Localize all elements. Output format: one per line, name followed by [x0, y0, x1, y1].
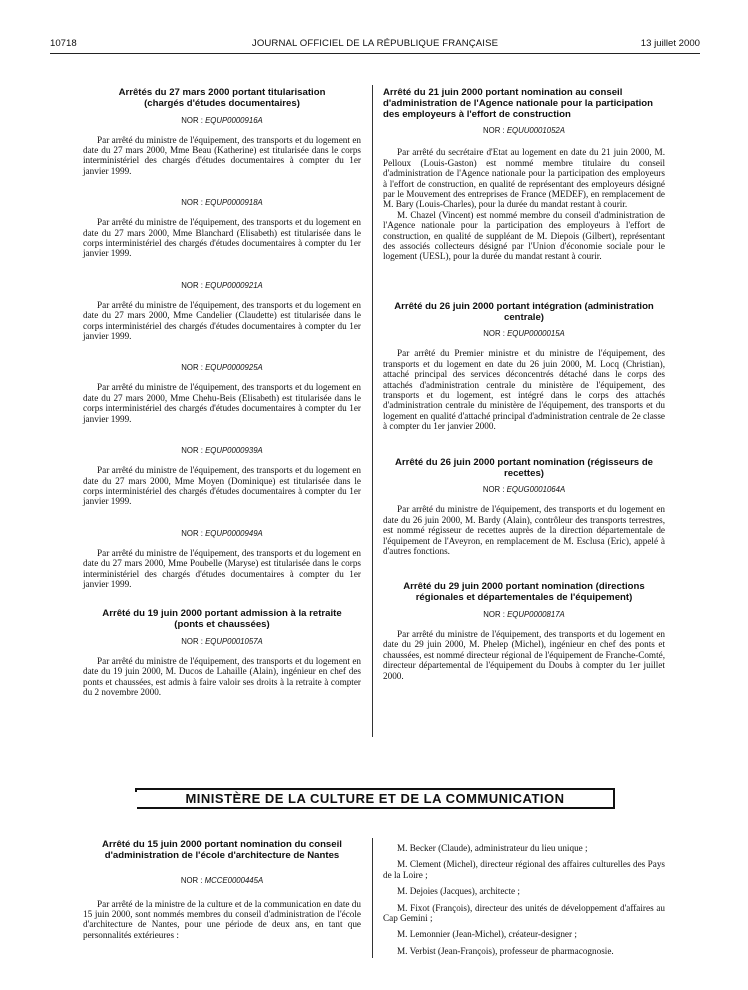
article-paragraph: Par arrêté du ministre de l'équipement, des transports et du logement en date du 27 mars 2000, Mme Blanchard (Elisabeth) est titularisée dans le corps interministériel des chargés d'études documentaires à compter du 1er janvier 1999. — [83, 217, 361, 259]
header-rule — [50, 53, 700, 54]
article-title: Arrêté du 21 juin 2000 portant nomination au conseil d'administration de l'Agence nationale pour la participation des employeurs à l'effort de construction — [383, 87, 654, 120]
article-paragraph: Par arrêté du ministre de l'équipement, des transports et du logement en date du 27 mars 2000, Mme Moyen (Dominique) est titularisée dans le corps interministériel des chargés d'études documentaires à compter du 1er janvier 1999. — [83, 465, 361, 507]
bottom-right-column — [383, 843, 665, 962]
article-paragraph: Par arrêté du ministre de l'équipement, des transports et du logement en date du 29 juin 2000, M. Phelep (Michel), ingénieur en chef des ponts et chaussées, est nommé directeur régional de l'équipement de Franche-Comté, directeur départemental de l'équipement du Doubs à compter du 1er juillet 2000. — [383, 628, 665, 681]
right-column — [383, 88, 665, 681]
article-title: Arrêté du 26 juin 2000 portant intégration (administration centrale) — [394, 300, 654, 323]
article-title: Arrêtés du 27 mars 2000 portant titularisation (chargés d'études documentaires) — [118, 87, 326, 109]
article-title: Arrêté du 15 juin 2000 portant nomination du conseil d'administration de l'école d'architecture de Nantes — [102, 839, 342, 861]
journal-title: JOURNAL OFFICIEL DE LA RÉPUBLIQUE FRANÇAISE — [251, 38, 499, 49]
article-paragraph: Par arrêté du ministre de l'équipement, des transports et du logement en date du 19 juin 2000, M. Ducos de Lahaille (Alain), ingénieur en chef des ponts et chaussées, est admis à faire valoir ses droits à la retraite à compter du 2 novembre 2000. — [83, 655, 361, 698]
article-title: Arrêté du 19 juin 2000 portant admission à la retraite (ponts et chaussées) — [102, 608, 342, 631]
nor-reference: NOR : EQUU0001052A — [483, 126, 565, 136]
member-item: M. Lemonnier (Jean-Michel), créateur-designer ; — [397, 929, 577, 940]
article-paragraph: Par arrêté du ministre de l'équipement, des transports et du logement en date du 26 juin 2000, M. Bardy (Alain), contrôleur des transports terrestres, est nommé régisseur de recettes auprès de la direction départementale de l'équipement de l'Aveyron, en remplacement de M. Esclusa (Eric), appelé à d'autres fonctions. — [383, 504, 665, 556]
member-item: M. Dejoies (Jacques), architecte ; — [397, 886, 520, 897]
page-number: 10718 — [50, 38, 77, 49]
nor-reference: NOR : MCCE0000445A — [180, 875, 264, 885]
nor-reference: NOR : EQUP0000921A — [181, 280, 263, 290]
article-title: Arrêté du 26 juin 2000 portant nomination (régisseurs de recettes) — [394, 456, 654, 479]
nor-reference: NOR : EQUP0000015A — [483, 329, 565, 339]
article-paragraph: Par arrêté du ministre de l'équipement, des transports et du logement en date du 27 mars 2000, Mme Chehu-Beis (Elisabeth) est titularisée dans le corps interministériel des chargés d'études documentaires à compter du 1er janvier 1999. — [83, 382, 361, 424]
column-divider-top — [372, 85, 373, 737]
column-divider-bottom — [372, 838, 373, 958]
nor-reference: NOR : EQUP0000925A — [181, 363, 263, 373]
nor-reference: NOR : EQUP0000817A — [483, 609, 565, 619]
nor-reference: NOR : EQUG0001064A — [482, 485, 566, 495]
nor-reference: NOR : EQUP0000918A — [181, 198, 263, 208]
article-paragraph: Par arrêté du ministre de l'équipement, des transports et du logement en date du 27 mars 2000, Mme Beau (Katherine) est titularisée dans le corps interministériel des chargés d'études documentaires à compter du 1er janvier 1999. — [83, 134, 361, 176]
article-paragraph: Par arrêté du ministre de l'équipement, des transports et du logement en date du 27 mars 2000, Mme Poubelle (Maryse) est titularisée dans le corps interministériel des chargés d'études documentaires à compter du 1er janvier 1999. — [83, 547, 361, 589]
nor-reference: NOR : EQUP0001057A — [181, 636, 263, 646]
left-column — [83, 88, 361, 698]
member-item: M. Fixot (François), directeur des unités de développement d'affaires au Cap Gemini ; — [383, 902, 665, 924]
nor-reference: NOR : EQUP0000949A — [181, 528, 263, 538]
article-paragraph: M. Chazel (Vincent) est nommé membre du conseil d'administration de l'Agence nationale pour la participation des employeurs à l'effort de construction, en qualité de suppléant de M. Diepois (Gilbert), représentant des associés collecteurs désigné par l'Union d'économie sociale pour le logement (UESL), pour la durée du mandat restant à courir. — [383, 209, 665, 262]
article-paragraph: Par arrêté du Premier ministre et du ministre de l'équipement, des transports et du logement en date du 26 juin 2000, M. Locq (Christian), attaché principal des services déconcentrés détaché dans le corps des attachés d'administration centrale du ministère de l'équipement, des transports et du logement, est intégré dans le corps des attachés d'administration centrale du ministère de l'équipement, des transports et du logement en qualité d'attaché principal d'administration centrale de 2e classe à compter du 1er janvier 2000. — [383, 348, 665, 432]
issue-date: 13 juillet 2000 — [640, 38, 700, 49]
nor-reference: NOR : EQUP0000939A — [181, 446, 263, 456]
member-item: M. Clement (Michel), directeur régional des affaires culturelles des Pays de la Loire ; — [383, 859, 665, 880]
running-header — [50, 38, 700, 52]
ministry-heading: MINISTÈRE DE LA CULTURE ET DE LA COMMUNICATION — [135, 788, 615, 809]
article-paragraph: Par arrêté du secrétaire d'Etat au logement en date du 21 juin 2000, M. Pelloux (Louis-Gaston) est nommé membre titulaire du conseil d'administration de l'Agence nationale pour la participation des employeurs à l'effort de construction, en qualité de représentant des employeurs désigné par le Mouvement des entreprises de France (MEDEF), en remplacement de M. Bary (Louis-Charles), pour la durée du mandat restant à courir. — [383, 147, 665, 210]
article-paragraph: Par arrêté de la ministre de la culture et de la communication en date du 15 juin 2000, sont nommés membres du conseil d'administration de l'école d'architecture de Nantes, pour une période de deux ans, en tant que personnalités extérieures : — [83, 898, 361, 940]
member-item: M. Verbist (Jean-François), professeur de pharmacognosie. — [397, 945, 614, 956]
article-title: Arrêté du 29 juin 2000 portant nomination (directions régionales et départementales de l'équipement) — [403, 581, 645, 604]
member-item: M. Becker (Claude), administrateur du lieu unique ; — [397, 843, 588, 853]
nor-reference: NOR : EQUP0000916A — [181, 115, 263, 125]
article-paragraph: Par arrêté du ministre de l'équipement, des transports et du logement en date du 27 mars 2000, Mme Candelier (Claudette) est titularisée dans le corps interministériel des chargés d'études documentaires à compter du 1er janvier 1999. — [83, 299, 361, 342]
bottom-left-column — [83, 840, 361, 940]
